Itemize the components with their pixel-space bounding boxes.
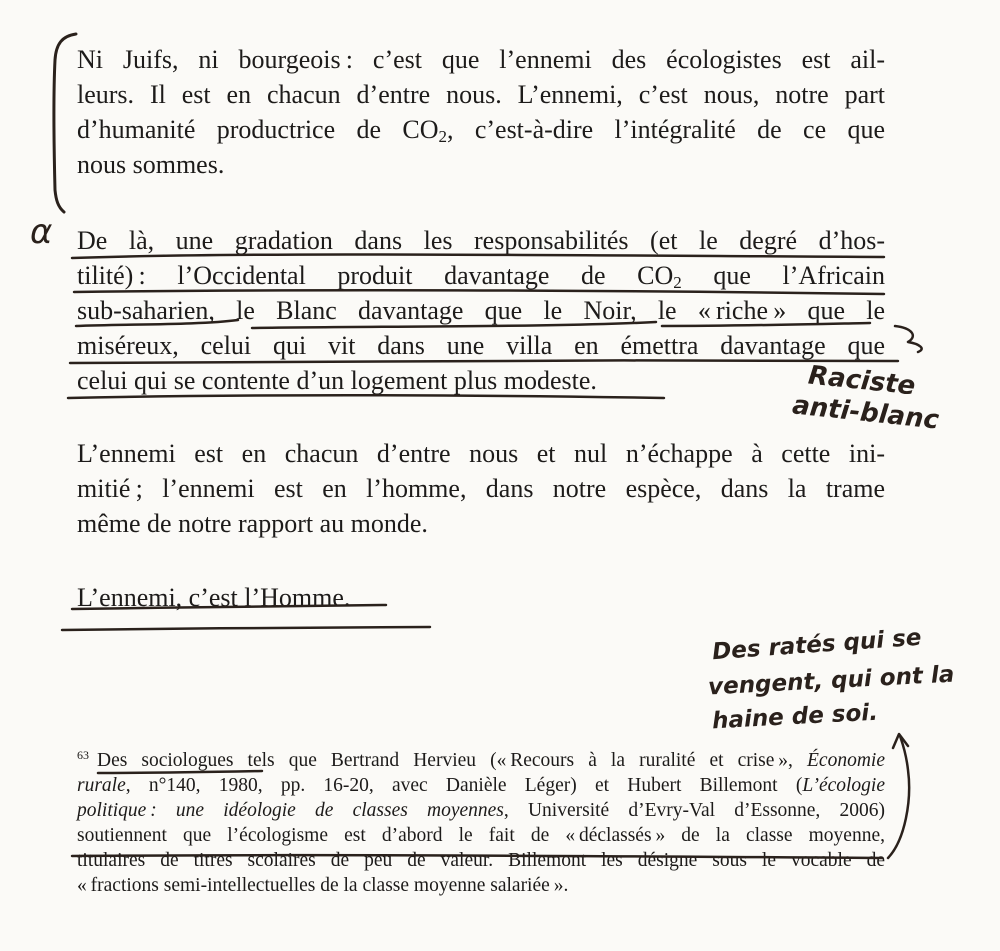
p2-line-2 [77, 258, 885, 293]
paragraph-3 [77, 436, 885, 541]
p1-line-3b: , c’est-à-dire l’intégralité de ce que [446, 115, 885, 144]
paragraph-2 [77, 223, 885, 398]
p1-line-1: Ni Juifs, ni bourgeois : c’est que l’ennemi des écologistes est ail- [77, 45, 885, 74]
footnote-number: 63 [77, 748, 89, 762]
fn-line-6: « fractions semi-intellectuelles de la classe moyenne salariée ». [77, 875, 569, 896]
p3-line-1: L’ennemi est en chacun d’entre nous et nul n’échappe à cette ini- [77, 439, 885, 468]
p3-line-2: mitié ; l’ennemi est en l’homme, dans notre espèce, dans la trame [77, 474, 885, 503]
fn-line-1 [77, 748, 885, 773]
margin-alpha-mark: α [30, 212, 53, 252]
p3-line-3: même de notre rapport au monde. [77, 509, 428, 538]
p1-line-4: nous sommes. [77, 150, 225, 179]
paragraph-4 [77, 580, 885, 615]
handwritten-note-2-line-2: vengent, qui ont la [707, 661, 955, 701]
handwritten-note-1-line-2: anti-blanc [790, 390, 941, 436]
fn-line-3 [77, 798, 885, 823]
fn-line-2b: , n°140, 1980, pp. 16-20, avec Danièle Léger) et Hubert Billemont ( [125, 775, 803, 796]
fn-line-1a: Des sociologues tels que Bertrand Hervieu (« Recours à la ruralité et crise », [97, 750, 808, 771]
p1-line-2: leurs. Il est en chacun d’entre nous. L’ennemi, c’est nous, notre part [77, 80, 885, 109]
p1-line-3a: d’humanité productrice de CO [77, 115, 439, 144]
margin-bracket [54, 34, 76, 212]
arrow-head [893, 734, 908, 748]
arrow-to-footnote [888, 736, 909, 858]
p4-line-1: L’ennemi, c’est l’Homme. [77, 583, 351, 612]
p2-line-2b: que l’Africain [681, 261, 885, 290]
fn-line-3a: politique : une idéologie de classes moyennes [77, 800, 504, 821]
fn-line-3b: , Université d’Evry-Val d’Essonne, 2006) [503, 800, 885, 821]
p2-line-4: miséreux, celui qui vit dans une villa en émettra davantage que [77, 331, 885, 360]
handwritten-note-2-line-3: haine de soi. [711, 699, 879, 735]
fn-line-2 [77, 773, 885, 798]
p2-line-2a: tilité) : l’Occidental produit davantage de CO [77, 261, 674, 290]
co2-subscript: 2 [438, 127, 447, 146]
curl-mark [895, 326, 922, 352]
handwritten-note-1-line-1: Raciste [806, 360, 917, 402]
fn-line-2c: L’écologie [802, 775, 885, 796]
fn-line-2a: rurale [77, 775, 126, 796]
p1-line-3 [77, 112, 885, 147]
fn-line-5: titulaires de titres scolaires de peu de valeur. Billemont les désigne sous le vocable de [77, 850, 885, 871]
fn-line-1b: Économie [807, 750, 885, 771]
co2-subscript: 2 [673, 273, 682, 292]
handwritten-note-2-line-1: Des ratés qui se [711, 624, 923, 666]
p2-line-1: De là, une gradation dans les responsabilités (et le degré d’hos- [77, 226, 885, 255]
fn-line-4: soutiennent que l’écologisme est d’abord le fait de « déclassés » de la classe moyenne, [77, 825, 885, 846]
paragraph-1 [77, 42, 885, 182]
underline-p4-long [62, 627, 430, 630]
p2-line-5: celui qui se contente d’un logement plus modeste. [77, 366, 597, 395]
p2-line-3: sub-saharien, le Blanc davantage que le Noir, le « riche » que le [77, 296, 885, 325]
footnote-63 [77, 748, 885, 898]
